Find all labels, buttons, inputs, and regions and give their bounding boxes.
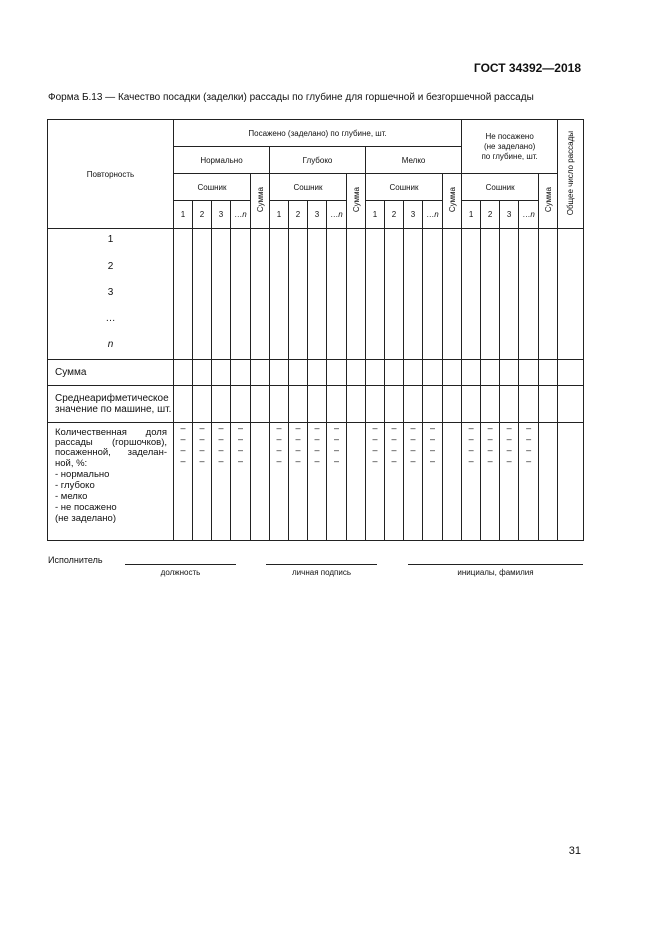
data-cell (327, 360, 347, 386)
col-num: 3 (308, 201, 327, 229)
sum-col-header: Сумма (443, 174, 462, 229)
position-line (125, 564, 236, 565)
group-normal: Нормально (174, 147, 270, 174)
coulter-header: Сошник (462, 174, 539, 201)
data-cell (347, 423, 366, 541)
col-num: 2 (193, 201, 212, 229)
col-num: 1 (462, 201, 481, 229)
data-cell: – – – – (174, 423, 193, 541)
data-cell (231, 386, 251, 423)
coulter-header: Сошник (174, 174, 251, 201)
data-cell (174, 360, 193, 386)
data-cell (539, 229, 558, 360)
standard-number: ГОСТ 34392—2018 (473, 61, 581, 75)
data-cell (462, 360, 481, 386)
signature-caption: личная подпись (292, 568, 351, 577)
data-cell (251, 423, 270, 541)
data-cell (443, 386, 462, 423)
data-cell (423, 386, 443, 423)
col-num: …n (519, 201, 539, 229)
data-cell (347, 229, 366, 360)
data-cell (174, 229, 193, 360)
data-cell (270, 386, 289, 423)
data-cell (327, 386, 347, 423)
quantity-label: Количественная доля рассады (горшочков), посаженной, заделан- ной, %: - нормально - глубоко - мелко - не посажено (не заделано) (48, 423, 174, 541)
data-cell (289, 229, 308, 360)
data-cell: – – – – (231, 423, 251, 541)
mean-row (48, 386, 584, 423)
repetitions-cell (48, 229, 174, 360)
repetition-label: 2 (107, 261, 114, 272)
data-cell (404, 229, 423, 360)
data-cell (539, 360, 558, 386)
data-cell (174, 386, 193, 423)
total-header-cell (558, 120, 584, 229)
data-cell (212, 229, 231, 360)
data-cell (539, 423, 558, 541)
data-cell (385, 386, 404, 423)
data-cell (308, 229, 327, 360)
data-cell: – – – – (500, 423, 519, 541)
data-cell (251, 386, 270, 423)
group-shallow: Мелко (366, 147, 462, 174)
data-cell (212, 386, 231, 423)
data-cell (423, 229, 443, 360)
data-cell (327, 229, 347, 360)
data-cell: – – – – (327, 423, 347, 541)
data-cell: – – – – (519, 423, 539, 541)
col-num: 3 (500, 201, 519, 229)
form-caption: Форма Б.13 — Качество посадки (заделки) рассады по глубине для горшечной и безгоршечной рассады (48, 92, 534, 103)
signature-line (266, 564, 377, 565)
data-cell (558, 423, 584, 541)
data-cell: – – – – (212, 423, 231, 541)
coulter-header: Сошник (366, 174, 443, 201)
name-line (408, 564, 583, 565)
quantity-row (48, 423, 584, 541)
data-cell (347, 360, 366, 386)
page-number: 31 (568, 845, 581, 857)
data-cell: – – – – (193, 423, 212, 541)
col-num: …n (327, 201, 347, 229)
col-num: 1 (270, 201, 289, 229)
data-cell (423, 360, 443, 386)
data-cell (193, 360, 212, 386)
data-cell: – – – – (308, 423, 327, 541)
data-cell (308, 386, 327, 423)
data-cell (385, 360, 404, 386)
data-cell (443, 360, 462, 386)
data-cell (347, 386, 366, 423)
data-cell: – – – – (366, 423, 385, 541)
col-num: 2 (385, 201, 404, 229)
coulter-header: Сошник (270, 174, 347, 201)
data-cell (251, 229, 270, 360)
data-cell (270, 360, 289, 386)
col-num: 3 (212, 201, 231, 229)
data-cell (289, 386, 308, 423)
data-cell: – – – – (270, 423, 289, 541)
data-cell (404, 360, 423, 386)
data-cell (289, 360, 308, 386)
data-cell (558, 229, 584, 360)
planted-header: Посажено (заделано) по глубине, шт. (174, 120, 462, 147)
data-cell (519, 386, 539, 423)
form-table (47, 119, 584, 541)
data-cell (193, 229, 212, 360)
data-cell (366, 360, 385, 386)
repetition-label: … (105, 313, 116, 324)
col-num: 3 (404, 201, 423, 229)
data-cell (231, 229, 251, 360)
repetition-label: n (107, 339, 114, 350)
sum-col-header: Сумма (347, 174, 366, 229)
data-cell: – – – – (385, 423, 404, 541)
repetition-label: 1 (107, 234, 114, 245)
repetition-label: 3 (107, 287, 114, 298)
col-num: 1 (174, 201, 193, 229)
mean-row-label: Среднеарифметическое значение по машине, шт. (48, 386, 174, 423)
data-cell (558, 360, 584, 386)
data-cell (366, 229, 385, 360)
data-cell (404, 386, 423, 423)
col-num: 2 (481, 201, 500, 229)
data-cell: – – – – (404, 423, 423, 541)
data-cell (385, 229, 404, 360)
data-cell (539, 386, 558, 423)
not-planted-header: Не посажено (не заделано) по глубине, шт. (462, 120, 558, 174)
executor-label: Исполнитель (48, 555, 103, 565)
col-num: …n (423, 201, 443, 229)
data-cell (519, 360, 539, 386)
position-caption: должность (160, 568, 201, 577)
col-num: 1 (366, 201, 385, 229)
data-cell (270, 229, 289, 360)
data-cell (308, 360, 327, 386)
sum-col-header: Сумма (539, 174, 558, 229)
data-cell (500, 229, 519, 360)
data-cell (558, 386, 584, 423)
data-cell (366, 386, 385, 423)
sum-col-header: Сумма (251, 174, 270, 229)
data-cell: – – – – (462, 423, 481, 541)
data-cell: – – – – (423, 423, 443, 541)
sum-row-label: Сумма (48, 360, 174, 386)
data-cell: – – – – (481, 423, 500, 541)
data-cell: – – – – (289, 423, 308, 541)
data-cell (481, 229, 500, 360)
data-cell (519, 229, 539, 360)
data-cell (443, 229, 462, 360)
repetitions-row (48, 229, 584, 360)
repetition-header: Повторность (48, 120, 174, 229)
data-cell (481, 386, 500, 423)
total-header: Общее число рассады (565, 130, 575, 216)
data-cell (212, 360, 231, 386)
data-cell (500, 386, 519, 423)
group-deep: Глубоко (270, 147, 366, 174)
data-cell (462, 229, 481, 360)
data-cell (193, 386, 212, 423)
data-cell (500, 360, 519, 386)
data-cell (443, 423, 462, 541)
name-caption: инициалы, фамилия (457, 568, 534, 577)
data-cell (231, 360, 251, 386)
col-num: …n (231, 201, 251, 229)
col-num: 2 (289, 201, 308, 229)
sum-row (48, 360, 584, 386)
data-cell (481, 360, 500, 386)
data-cell (251, 360, 270, 386)
data-cell (462, 386, 481, 423)
